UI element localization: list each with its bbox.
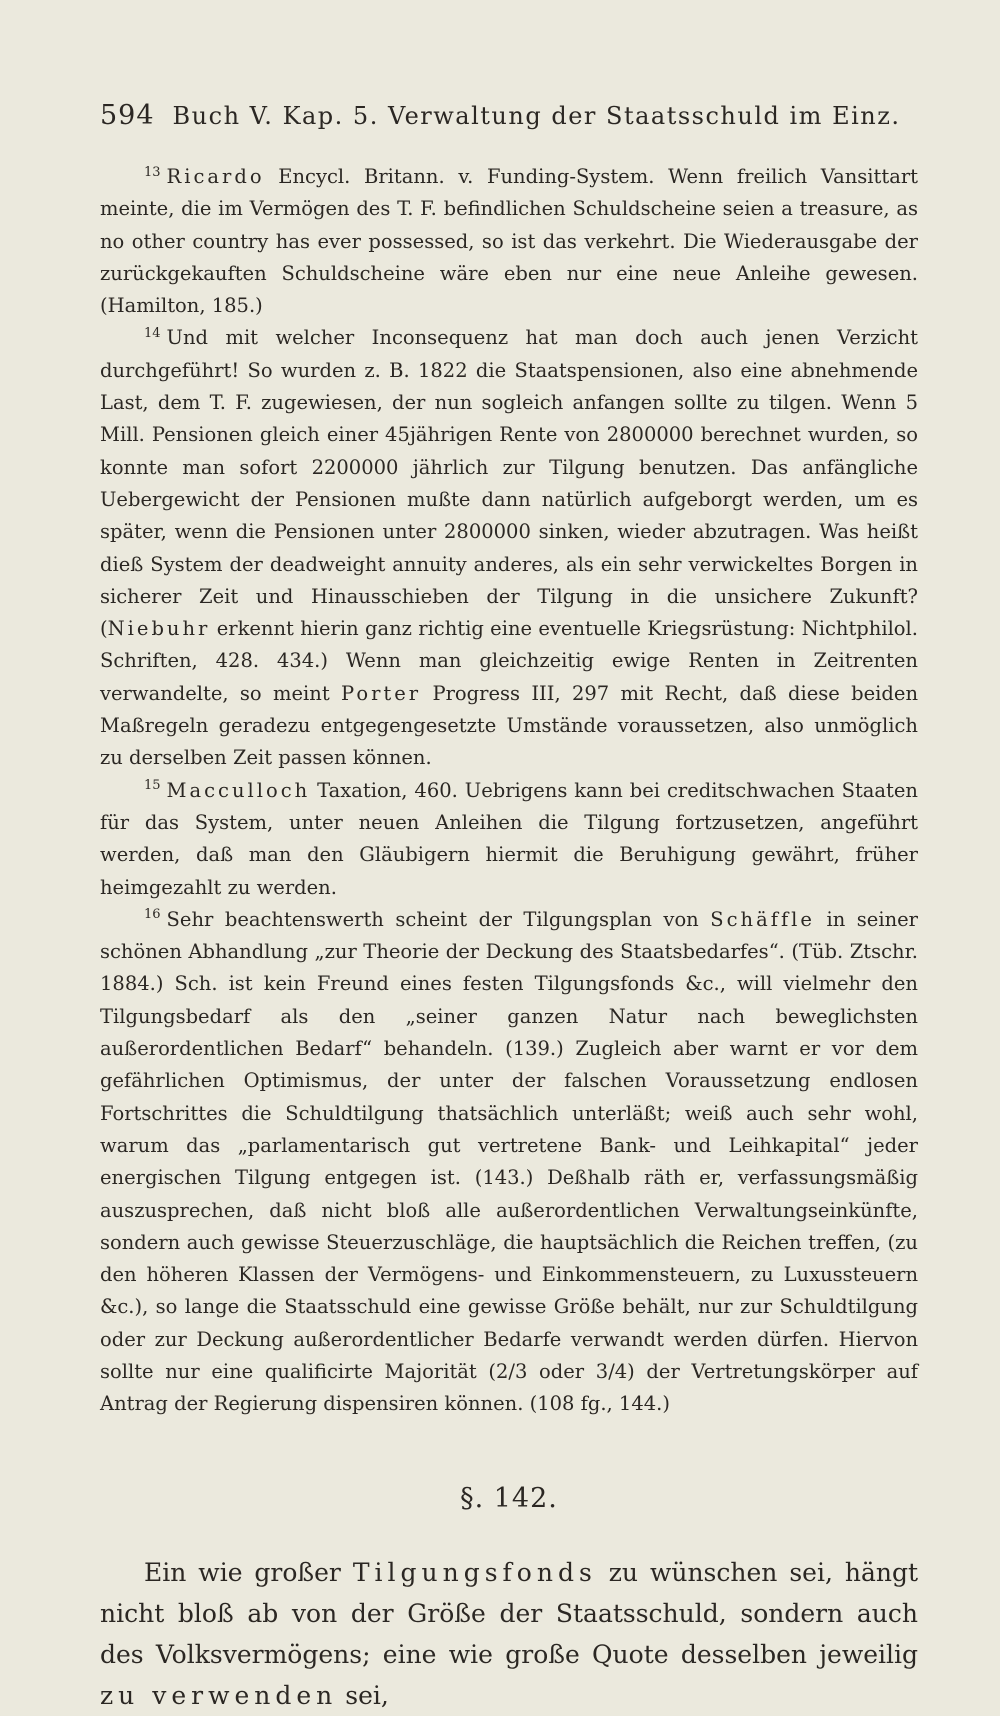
footnote-number: 15 [144,778,161,794]
section-body [100,1552,918,1716]
footnote-15 [100,775,918,904]
emphasis-text: Tilgungsfonds [352,1557,597,1587]
footnote-author: Macculloch [166,778,311,802]
running-title: Buch V. Kap. 5. Verwaltung der Staatsschuld im Einz. [172,102,901,130]
section-heading: §. 142. [460,1482,558,1514]
footnote-text: Taxation, 460. Uebrigens kann bei creditschwachen Staaten für das System, unter neuen Anleihen die Tilgung fortzusetzen, angeführt werden, daß man den Gläubigern hiermit die Beruhigung gewährt, früher heimgezahlt zu werden. [100,778,918,899]
footnote-text: Sehr beachtenswerth scheint der Tilgungsplan von [166,907,711,931]
footnote-13 [100,161,918,322]
footnote-16 [100,904,918,1421]
footnote-author: Porter [341,681,422,705]
footnote-author: Niebuhr [107,617,211,641]
body-text: Ein wie großer [144,1557,353,1587]
footnote-text: erkennt hierin ganz richtig eine eventuelle Kriegsrüstung: Nichtphilol. Schriften, 428. 434.) Wenn man gleichzeitig ewige Renten in Zeitrenten verwandelte, so meint [100,617,918,705]
footnote-number: 13 [144,164,161,180]
body-text: zu wünschen sei, hängt nicht bloß ab von der Größe der Staatsschuld, sondern auch des Volksvermögens; eine wie große Quote desselben jeweilig [100,1557,918,1669]
footnotes [100,161,918,1421]
footnote-number: 16 [144,907,161,923]
emphasis-text: zu verwenden [100,1680,338,1710]
footnote-number: 14 [144,325,161,341]
footnote-text: Und mit welcher Inconsequenz hat man doch auch jenen Verzicht durchgeführt! So wurden z. B. 1822 die Staatspensionen, also eine abnehmende Last, dem T. F. zugewiesen, der nun sogleich anfangen sollte zu tilgen. Wenn 5 Mill. Pensionen gleich einer 45jährigen Rente von 2800000 berechnet wurden, so konnte man sofort 2200000 jährlich zur Tilgung benutzen. Das anfängliche Uebergewicht der Pensionen mußte dann natürlich aufgeborgt werden, um es später, wenn die Pensionen unter 2800000 sinken, wieder abzutragen. Was heißt dieß System der deadweight annuity anderes, als ein sehr verwickeltes Borgen in sicherer Zeit und Hinausschieben der Tilgung in die unsichere Zukunft? ( [100,326,918,641]
footnote-text: in seiner schönen Abhandlung „zur Theorie der Deckung des Staatsbedarfes“. (Tüb. Ztschr. 1884.) Sch. ist kein Freund eines festen Tilgungsfonds &c., will vielmehr den Tilgungsbedarf als den „seiner ganzen Natur nach beweglichsten außerordentlichen Bedarf“ behandeln. (139.) Zugleich aber warnt er vor dem gefährlichen Optimismus, der unter der falschen Voraussetzung endlosen Fortschrittes die Schuldtilgung thatsächlich unterläßt; weiß auch sehr wohl, warum das „parlamentarisch gut vertretene Bank- und Leihkapital“ jeder energischen Tilgung entgegen ist. (143.) Deßhalb räth er, verfassungsmäßig auszusprechen, daß nicht bloß alle außerordentlichen Verwaltungseinkünfte, sondern auch gewisse Steuerzuschläge, die hauptsächlich die Reichen treffen, (zu den höheren Klassen der Vermögens- und Einkommensteuern, zu Luxussteuern &c.), so lange die Staatsschuld eine gewisse Größe behält, nur zur Schuldtilgung oder zur Deckung außerordentlicher Bedarfe verwandt werden dürfen. Hiervon sollte nur eine qualificirte Majorität (2/3 oder 3/4) der Vertretungskörper auf Antrag der Regierung dispensiren können. (108 fg., 144.) [100,907,918,1416]
page-header [100,100,918,131]
page-number: 594 [100,100,155,131]
footnote-author: Schäffle [710,907,815,931]
footnote-text: Encycl. Britann. v. Funding-System. Wenn freilich Vansittart meinte, die im Vermögen des T. F. befindlichen Schuldscheine seien a treasure, as no other country has ever possessed, so ist das verkehrt. Die Wiederausgabe der zurückgekauften Schuldscheine wäre eben nur eine neue Anleihe gewesen. (Hamilton, 185.) [100,165,918,318]
footnote-14 [100,322,918,774]
footnote-author: Ricardo [166,165,265,188]
body-text: sei, [337,1680,389,1710]
footnote-text: Progress III, 297 mit Recht, daß diese beiden Maßregeln geradezu entgegengesetzte Umstände voraussetzen, also unmöglich zu derselben Zeit passen können. [100,681,918,770]
